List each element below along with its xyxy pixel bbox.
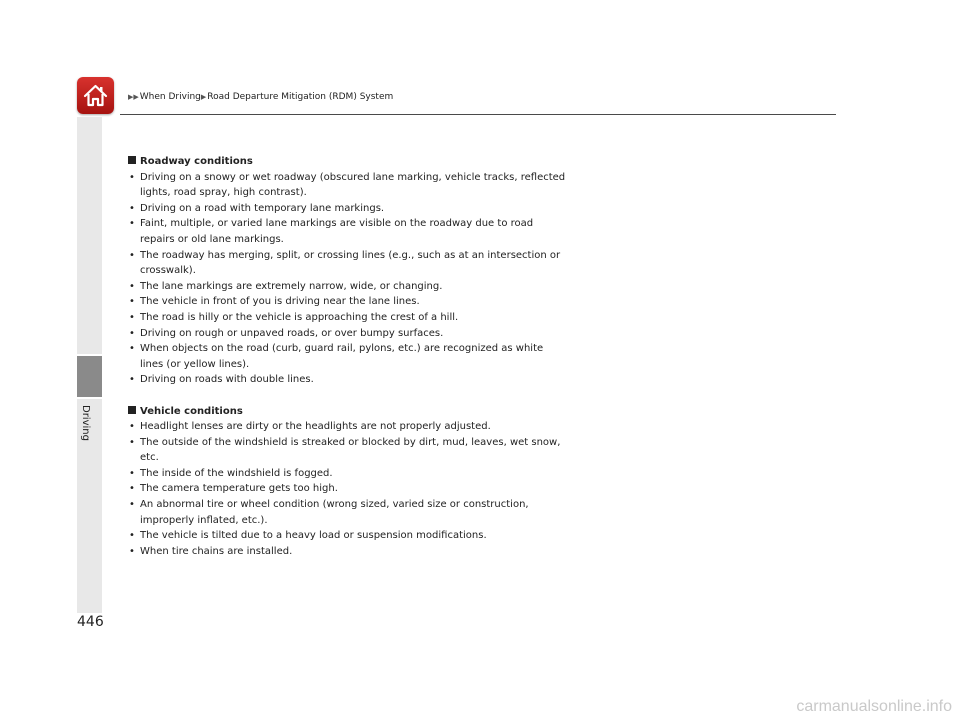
list-item: • An abnormal tire or wheel condition (wrong sized, varied size or construction, improperly inflated, etc.). [129, 499, 529, 526]
section-heading: Vehicle conditions [128, 404, 568, 420]
list-item: • The camera temperature gets too high. [129, 483, 338, 495]
side-tab-bar [77, 117, 102, 354]
breadcrumb-arrow-icon: ▶ [200, 93, 207, 101]
list-item: • The inside of the windshield is fogged. [129, 467, 333, 479]
list-item: • The lane markings are extremely narrow, wide, or changing. [129, 280, 443, 292]
side-tab-active[interactable] [77, 356, 102, 397]
list-item: • Driving on a road with temporary lane markings. [129, 202, 385, 214]
breadcrumb-item-rdm-system[interactable]: Road Departure Mitigation (RDM) System [207, 92, 394, 102]
home-icon [82, 82, 109, 109]
list-item: • Driving on rough or unpaved roads, or over bumpy surfaces. [129, 327, 444, 339]
list-item: • The road is hilly or the vehicle is approaching the crest of a hill. [129, 311, 459, 323]
breadcrumb-arrow-icon: ▶▶ [128, 93, 139, 101]
side-tab-label: Driving [80, 405, 91, 441]
breadcrumb [128, 92, 393, 102]
list-item: • Headlight lenses are dirty or the headlights are not properly adjusted. [129, 421, 491, 433]
list-item: • Faint, multiple, or varied lane markings are visible on the roadway due to road repairs or old lane markings. [129, 218, 534, 245]
list-item: • The vehicle in front of you is driving near the lane lines. [129, 296, 420, 308]
list-item: • Driving on roads with double lines. [129, 374, 314, 386]
main-content [128, 154, 568, 559]
list-item: • When tire chains are installed. [129, 545, 293, 557]
breadcrumb-item-when-driving[interactable]: When Driving [139, 92, 201, 102]
watermark: carmanualsonline.info [796, 698, 952, 715]
page-number: 446 [77, 614, 104, 630]
list-item: • The outside of the windshield is streaked or blocked by dirt, mud, leaves, wet snow, etc. [129, 436, 561, 464]
home-button[interactable] [77, 77, 114, 114]
header-divider [120, 114, 836, 115]
section-heading: Roadway conditions [128, 154, 568, 170]
list-item: • When objects on the road (curb, guard rail, pylons, etc.) are recognized as white lines (or yellow lines). [129, 343, 544, 370]
square-bullet-icon [128, 406, 136, 414]
list-item: • The vehicle is tilted due to a heavy load or suspension modifications. [129, 530, 487, 542]
list-item: • The roadway has merging, split, or crossing lines (e.g., such as at an intersection or crosswalk). [129, 249, 561, 277]
square-bullet-icon [128, 156, 136, 164]
list-item: • Driving on a snowy or wet roadway (obscured lane marking, vehicle tracks, reflected lights, road spray, high contrast). [129, 171, 566, 199]
